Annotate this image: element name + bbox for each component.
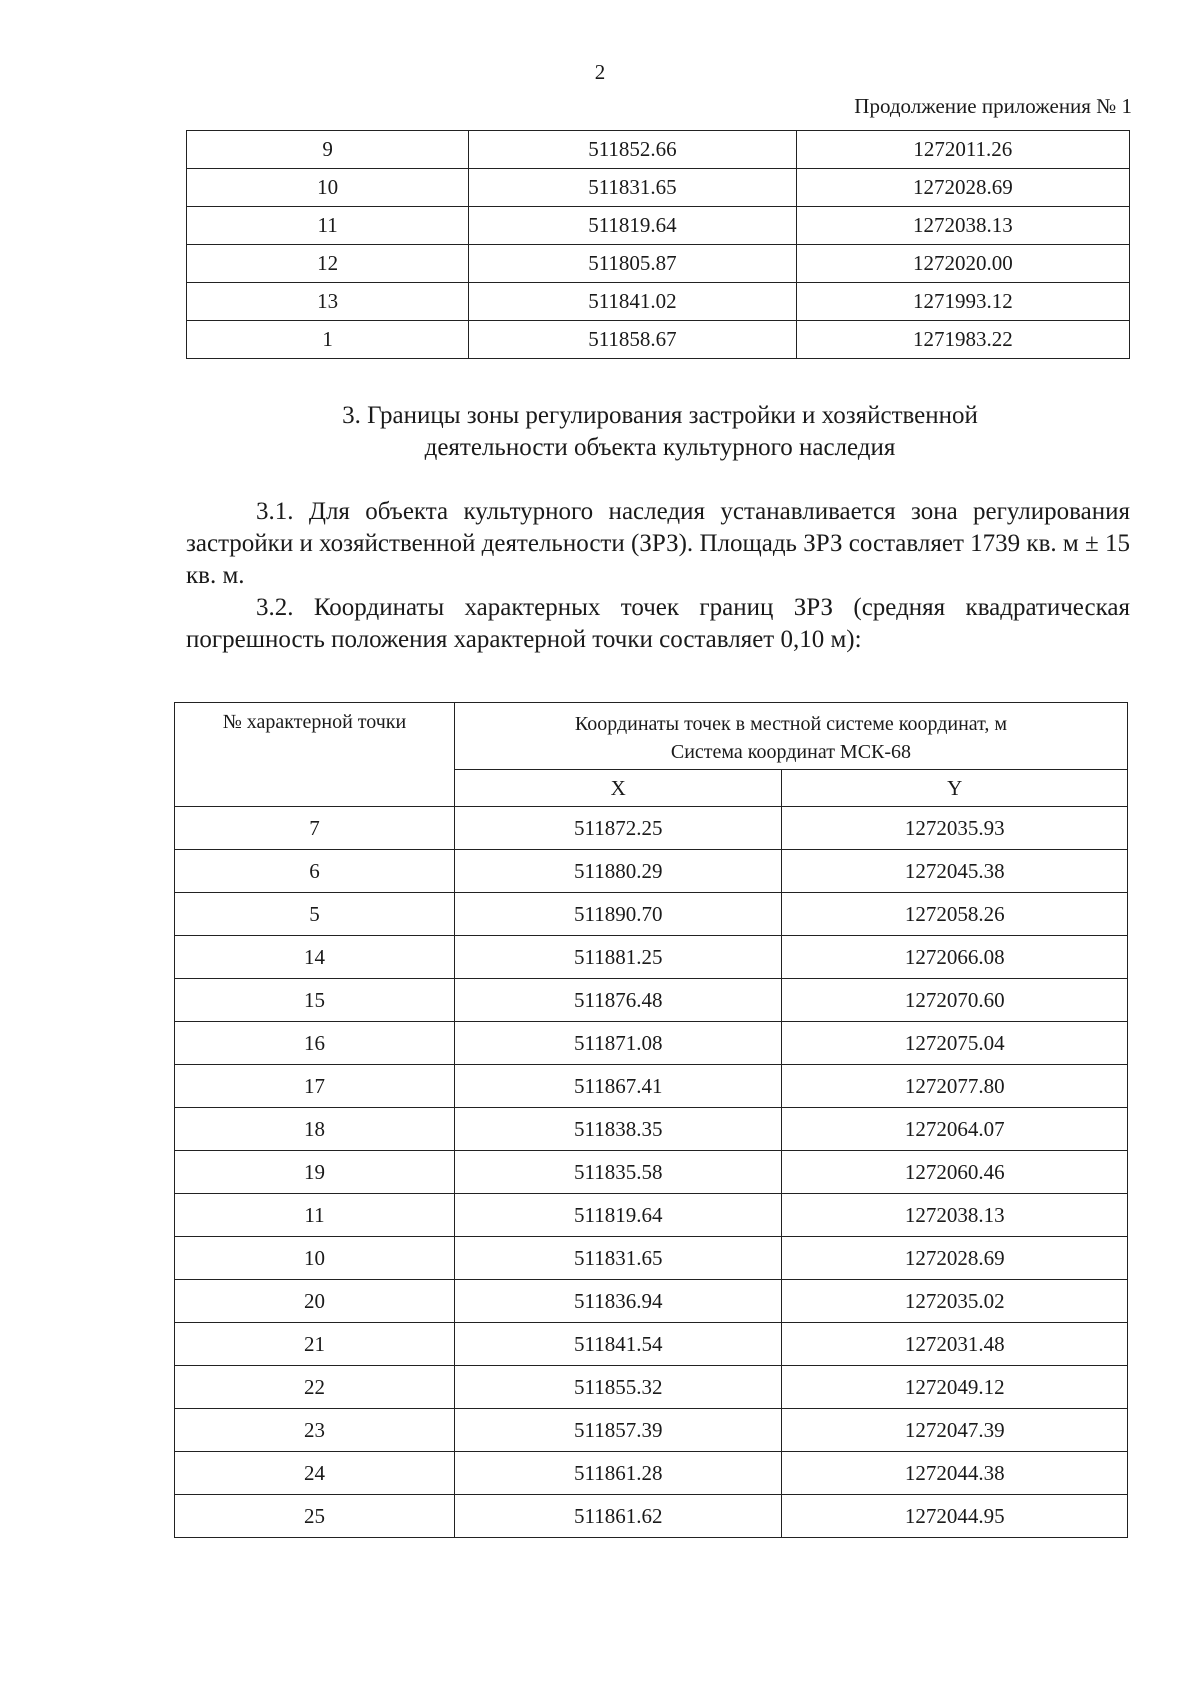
header-y: Y: [782, 770, 1128, 807]
coordinates-table-continued-body: [187, 131, 1130, 359]
x-coordinate-cell: 511861.28: [454, 1452, 782, 1495]
table-row: [175, 850, 1128, 893]
point-number-cell: 10: [175, 1237, 455, 1280]
coordinates-table-continued: [186, 130, 1130, 359]
zrz-coordinates-table: [174, 702, 1128, 1538]
point-number-cell: 15: [175, 979, 455, 1022]
zrz-table-body: [175, 807, 1128, 1538]
x-coordinate-cell: 511880.29: [454, 850, 782, 893]
y-coordinate-cell: 1272058.26: [782, 893, 1128, 936]
x-coordinate-cell: 511861.62: [454, 1495, 782, 1538]
section-heading: 3. Границы зоны регулирования застройки и хозяйственной деятельности объекта культурного наследия: [342, 402, 978, 461]
point-number-cell: 22: [175, 1366, 455, 1409]
x-coordinate-cell: 511819.64: [469, 207, 796, 245]
table-row: [175, 1065, 1128, 1108]
point-number-cell: 14: [175, 936, 455, 979]
x-coordinate-cell: 511819.64: [454, 1194, 782, 1237]
table-row: [187, 245, 1130, 283]
page-number: 2: [594, 60, 606, 84]
table-row: [175, 1452, 1128, 1495]
point-number-cell: 11: [187, 207, 469, 245]
table-row: [187, 283, 1130, 321]
table-row: [175, 1495, 1128, 1538]
y-coordinate-cell: 1271983.22: [796, 321, 1129, 359]
continuation-label: Продолжение приложения № 1: [854, 94, 1132, 118]
y-coordinate-cell: 1272045.38: [782, 850, 1128, 893]
x-coordinate-cell: 511841.54: [454, 1323, 782, 1366]
point-number-cell: 12: [187, 245, 469, 283]
point-number-cell: 7: [175, 807, 455, 850]
y-coordinate-cell: 1272044.38: [782, 1452, 1128, 1495]
point-number-cell: 6: [175, 850, 455, 893]
x-coordinate-cell: 511890.70: [454, 893, 782, 936]
paragraph-3-2: 3.2. Координаты характерных точек границ ЗРЗ (средняя квадратическая погрешность положения характерной точки составляет 0,10 м):: [186, 594, 1130, 653]
y-coordinate-cell: 1271993.12: [796, 283, 1129, 321]
table-row: [187, 207, 1130, 245]
zrz-table-header: [175, 703, 1128, 807]
header-x: X: [454, 770, 782, 807]
point-number-cell: 21: [175, 1323, 455, 1366]
x-coordinate-cell: 511841.02: [469, 283, 796, 321]
x-coordinate-cell: 511858.67: [469, 321, 796, 359]
table-row: [175, 1366, 1128, 1409]
y-coordinate-cell: 1272028.69: [796, 169, 1129, 207]
point-number-cell: 10: [187, 169, 469, 207]
point-number-cell: 19: [175, 1151, 455, 1194]
x-coordinate-cell: 511855.32: [454, 1366, 782, 1409]
table-row: [175, 1108, 1128, 1151]
point-number-cell: 1: [187, 321, 469, 359]
x-coordinate-cell: 511831.65: [469, 169, 796, 207]
point-number-cell: 13: [187, 283, 469, 321]
y-coordinate-cell: 1272011.26: [796, 131, 1129, 169]
paragraph-3-1: 3.1. Для объекта культурного наследия устанавливается зона регулирования застройки и хозяйственной деятельности (ЗРЗ). Площадь ЗРЗ составляет 1739 кв. м ± 15 кв. м.: [186, 498, 1130, 589]
x-coordinate-cell: 511836.94: [454, 1280, 782, 1323]
y-coordinate-cell: 1272028.69: [782, 1237, 1128, 1280]
y-coordinate-cell: 1272044.95: [782, 1495, 1128, 1538]
point-number-cell: 24: [175, 1452, 455, 1495]
table-row: [187, 321, 1130, 359]
header-coordinates-line-2: Система координат МСК-68: [670, 741, 912, 763]
point-number-cell: 20: [175, 1280, 455, 1323]
table-row: [175, 979, 1128, 1022]
x-coordinate-cell: 511872.25: [454, 807, 782, 850]
y-coordinate-cell: 1272047.39: [782, 1409, 1128, 1452]
point-number-cell: 25: [175, 1495, 455, 1538]
point-number-cell: 11: [175, 1194, 455, 1237]
x-coordinate-cell: 511831.65: [454, 1237, 782, 1280]
y-coordinate-cell: 1272031.48: [782, 1323, 1128, 1366]
header-point-number: № характерной точки: [175, 703, 455, 807]
x-coordinate-cell: 511852.66: [469, 131, 796, 169]
table-row: [175, 1022, 1128, 1065]
table-row: [175, 1280, 1128, 1323]
y-coordinate-cell: 1272077.80: [782, 1065, 1128, 1108]
y-coordinate-cell: 1272049.12: [782, 1366, 1128, 1409]
x-coordinate-cell: 511838.35: [454, 1108, 782, 1151]
table-row: [175, 1409, 1128, 1452]
header-coordinates: [454, 703, 1127, 770]
point-number-cell: 5: [175, 893, 455, 936]
x-coordinate-cell: 511867.41: [454, 1065, 782, 1108]
table-row: [175, 1151, 1128, 1194]
y-coordinate-cell: 1272038.13: [782, 1194, 1128, 1237]
table-row: [187, 131, 1130, 169]
y-coordinate-cell: 1272035.93: [782, 807, 1128, 850]
x-coordinate-cell: 511871.08: [454, 1022, 782, 1065]
x-coordinate-cell: 511881.25: [454, 936, 782, 979]
header-coordinates-line-1: Координаты точек в местной системе координат, м: [574, 713, 1008, 735]
point-number-cell: 23: [175, 1409, 455, 1452]
y-coordinate-cell: 1272066.08: [782, 936, 1128, 979]
table-row: [175, 807, 1128, 850]
point-number-cell: 16: [175, 1022, 455, 1065]
y-coordinate-cell: 1272075.04: [782, 1022, 1128, 1065]
point-number-cell: 18: [175, 1108, 455, 1151]
x-coordinate-cell: 511857.39: [454, 1409, 782, 1452]
point-number-cell: 9: [187, 131, 469, 169]
x-coordinate-cell: 511835.58: [454, 1151, 782, 1194]
table-row: [175, 936, 1128, 979]
table-row: [175, 1323, 1128, 1366]
point-number-cell: 17: [175, 1065, 455, 1108]
y-coordinate-cell: 1272064.07: [782, 1108, 1128, 1151]
x-coordinate-cell: 511876.48: [454, 979, 782, 1022]
y-coordinate-cell: 1272020.00: [796, 245, 1129, 283]
table-row: [175, 1194, 1128, 1237]
table-row: [187, 169, 1130, 207]
table-row: [175, 893, 1128, 936]
table-row: [175, 1237, 1128, 1280]
x-coordinate-cell: 511805.87: [469, 245, 796, 283]
y-coordinate-cell: 1272070.60: [782, 979, 1128, 1022]
y-coordinate-cell: 1272035.02: [782, 1280, 1128, 1323]
y-coordinate-cell: 1272038.13: [796, 207, 1129, 245]
zrz-table-header-row: [175, 703, 1128, 770]
y-coordinate-cell: 1272060.46: [782, 1151, 1128, 1194]
